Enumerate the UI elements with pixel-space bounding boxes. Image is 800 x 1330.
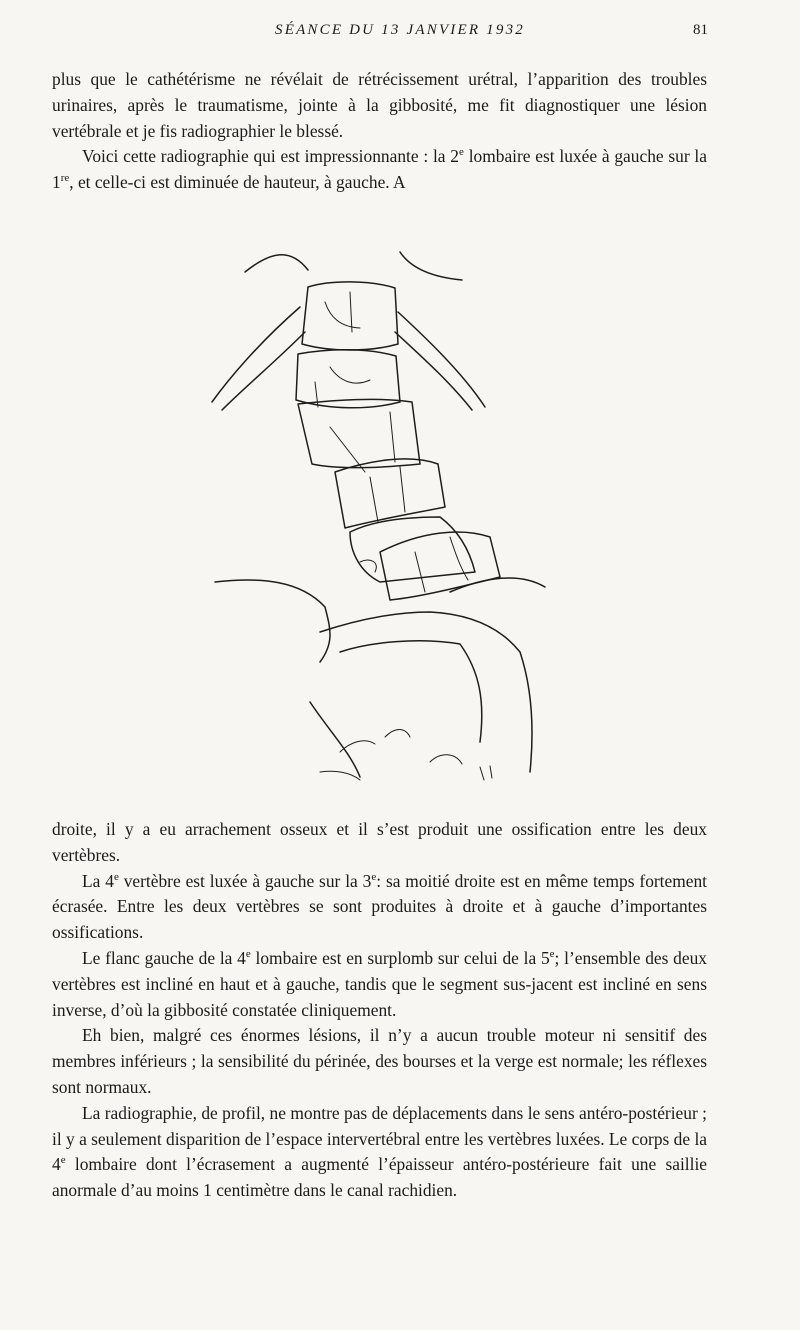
paragraph xyxy=(52,869,707,946)
lower-fragment-3 xyxy=(430,755,462,764)
ordinal-superscript: e xyxy=(371,870,377,883)
ossification-mass xyxy=(350,517,475,582)
header-title: SÉANCE DU 13 JANVIER 1932 xyxy=(275,22,525,38)
text-run: lombaire dont l’écrasement a augmenté l’épaisseur antéro-postérieure fait une saillie anormale d’au moins 1 centimètre dans le canal rachidien. xyxy=(52,1154,707,1201)
text-run: Le flanc gauche de la 4 xyxy=(82,947,246,968)
right-rib-line xyxy=(398,312,485,407)
text-run: Eh bien, malgré ces énormes lésions, il n’y a aucun trouble moteur ni sensitif des membres inférieurs ; la sensibilité du périnée, des bourses et la verge est normale; les réflexes sont normaux. xyxy=(52,1025,707,1097)
stray-fragment xyxy=(360,560,376,572)
text-run: Voici cette radiographie qui est impressionnante : la 2 xyxy=(82,146,460,167)
vertebra-4-detail xyxy=(370,467,405,522)
sacrum-outline xyxy=(320,612,532,772)
ordinal-superscript: e xyxy=(549,948,555,961)
vertebra-3 xyxy=(298,399,420,467)
text-run: , et celle-ci est diminuée de hauteur, à gauche. A xyxy=(69,172,406,193)
paragraph xyxy=(52,144,707,196)
page-number: 81 xyxy=(693,22,708,38)
text-run: lombaire est luxée à gauche sur la 1 xyxy=(52,146,707,193)
paragraph xyxy=(52,946,707,1023)
text-run: La 4 xyxy=(82,870,114,891)
text-run: plus que le cathétérisme ne révélait de rétrécissement urétral, l’apparition des troubles urinaires, après le traumatisme, jointe à la gibbosité, me fit diagnostiquer une lésion vertébrale et je fis radiographier le blessé. xyxy=(52,69,707,141)
text-run: : sa moitié droite est en même temps fortement écrasée. Entre les deux vertèbres se sont produites à droite et à gauche d’importantes ossifications. xyxy=(52,870,707,943)
text-run: vertèbre est luxée à gauche sur la 3 xyxy=(118,870,372,891)
ordinal-superscript: e xyxy=(245,948,251,961)
lower-fragment-4 xyxy=(320,771,360,780)
ordinal-superscript: e xyxy=(459,146,464,159)
iliac-crest-left xyxy=(215,580,330,662)
lower-fragment-5 xyxy=(480,766,492,780)
right-pelvis-line xyxy=(450,578,545,592)
vertebra-5-detail xyxy=(415,537,468,592)
vertebra-1-detail xyxy=(325,292,360,332)
pelvis-lower-curve xyxy=(310,702,360,777)
paragraph xyxy=(52,1101,707,1204)
ordinal-superscript: e xyxy=(113,870,119,883)
vertebra-5 xyxy=(380,532,500,600)
text-run: droite, il y a eu arrachement osseux et il s’est produit une ossification entre les deux vertèbres. xyxy=(52,819,707,865)
left-rib-line xyxy=(212,307,300,402)
paragraph xyxy=(52,1023,707,1100)
text-run: ; l’ensemble des deux vertèbres est incliné en haut et à gauche, tandis que le segment sus-jacent est incliné en sens inverse, d’où la gibbosité constatée cliniquement. xyxy=(52,947,707,1020)
text-run: lombaire est en surplomb sur celui de la 5 xyxy=(250,947,550,968)
running-header xyxy=(0,22,800,46)
lower-fragment-2 xyxy=(385,730,410,738)
right-rib-line-2 xyxy=(395,332,472,410)
paragraph xyxy=(52,67,707,144)
vertebra-3-detail xyxy=(330,412,395,472)
ordinal-superscript: e xyxy=(60,1154,66,1167)
right-upper-process xyxy=(400,252,462,280)
spine-drawing-svg xyxy=(200,232,560,802)
left-upper-process xyxy=(245,255,308,272)
paragraph xyxy=(52,817,707,869)
ordinal-superscript: re xyxy=(60,172,70,185)
text-run: La radiographie, de profil, ne montre pas de déplacements dans le sens antéro-postérieur ; il y a seulement disparition de l’espace intervertébral entre les vertèbres luxées. Le corps de la 4 xyxy=(52,1102,707,1175)
spine-radiograph-drawing xyxy=(200,232,560,802)
sacrum-inner xyxy=(340,641,482,742)
left-rib-line-2 xyxy=(222,332,305,410)
text-block-bottom xyxy=(52,817,707,1204)
text-block-top xyxy=(52,67,707,196)
